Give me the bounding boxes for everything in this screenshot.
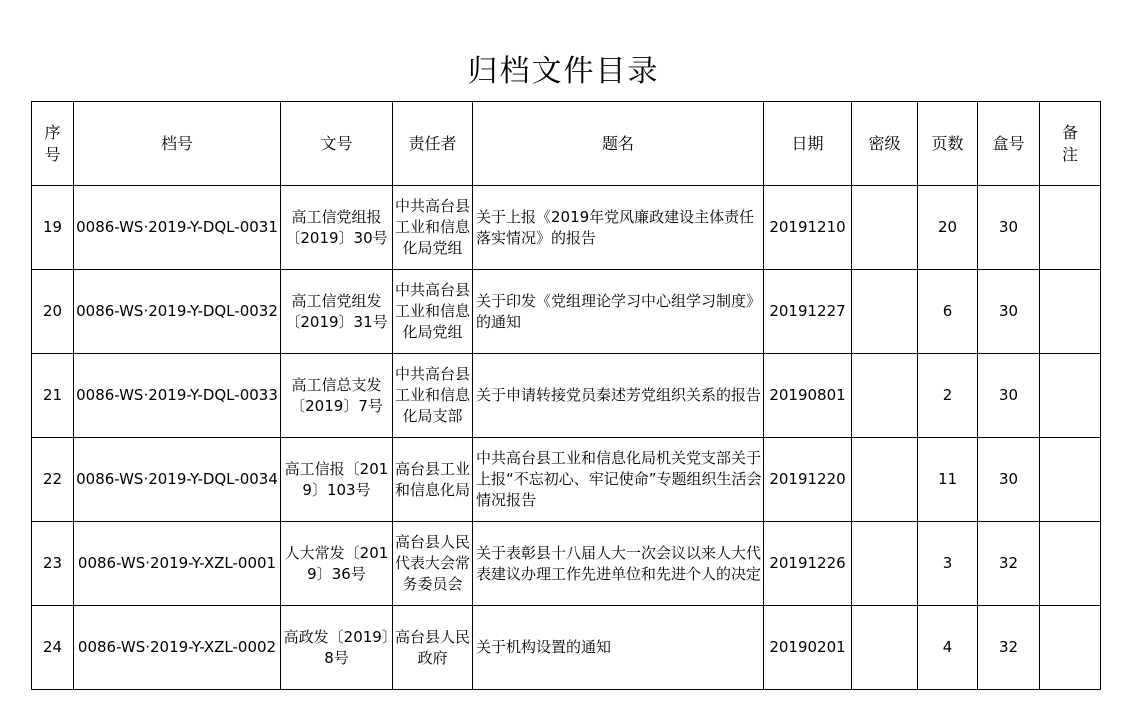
- cell-seq: 22: [32, 438, 74, 522]
- header-remarks-label: 备注: [1061, 122, 1078, 164]
- cell-subject: 关于申请转接党员秦述芳党组织关系的报告: [473, 354, 764, 438]
- header-seq: [32, 102, 74, 186]
- cell-archive-no: 0086-WS·2019-Y-DQL-0034: [74, 438, 281, 522]
- cell-box: 30: [978, 270, 1040, 354]
- cell-doc-no: 人大常发〔2019〕36号: [281, 522, 393, 606]
- cell-archive-no: 0086-WS·2019-Y-XZL-0001: [74, 522, 281, 606]
- cell-pages: 6: [918, 270, 978, 354]
- cell-responsible: 高台县人民政府: [393, 606, 473, 690]
- table-row: [32, 186, 1101, 270]
- cell-remarks: [1040, 438, 1101, 522]
- table-row: [32, 270, 1101, 354]
- header-row: [32, 102, 1101, 186]
- table-row: [32, 354, 1101, 438]
- cell-seq: 19: [32, 186, 74, 270]
- table-row: [32, 522, 1101, 606]
- cell-box: 32: [978, 606, 1040, 690]
- cell-remarks: [1040, 354, 1101, 438]
- cell-subject: 关于机构设置的通知: [473, 606, 764, 690]
- cell-security: [852, 186, 918, 270]
- cell-box: 30: [978, 354, 1040, 438]
- page-title: 归档文件目录: [467, 54, 660, 89]
- cell-remarks: [1040, 270, 1101, 354]
- cell-pages: 11: [918, 438, 978, 522]
- archive-table: [31, 101, 1101, 690]
- cell-security: [852, 354, 918, 438]
- cell-box: 30: [978, 438, 1040, 522]
- header-seq-label: 序号: [44, 122, 61, 164]
- cell-archive-no: 0086-WS·2019-Y-DQL-0033: [74, 354, 281, 438]
- header-pages: 页数: [918, 102, 978, 186]
- cell-subject: 中共高台县工业和信息化局机关党支部关于上报“不忘初心、牢记使命”专题组织生活会情况报告: [473, 438, 764, 522]
- cell-responsible: 中共高台县工业和信息化局党组: [393, 270, 473, 354]
- cell-remarks: [1040, 606, 1101, 690]
- header-date: 日期: [764, 102, 852, 186]
- cell-archive-no: 0086-WS·2019-Y-XZL-0002: [74, 606, 281, 690]
- cell-subject: 关于表彰县十八届人大一次会议以来人大代表建议办理工作先进单位和先进个人的决定: [473, 522, 764, 606]
- cell-security: [852, 522, 918, 606]
- cell-security: [852, 270, 918, 354]
- header-subject: 题名: [473, 102, 764, 186]
- cell-date: 20191210: [764, 186, 852, 270]
- cell-subject: 关于印发《党组理论学习中心组学习制度》的通知: [473, 270, 764, 354]
- cell-remarks: [1040, 522, 1101, 606]
- cell-doc-no: 高工信党组报〔2019〕30号: [281, 186, 393, 270]
- header-archive-no: 档号: [74, 102, 281, 186]
- cell-pages: 3: [918, 522, 978, 606]
- header-doc-no: 文号: [281, 102, 393, 186]
- cell-responsible: 中共高台县工业和信息化局支部: [393, 354, 473, 438]
- header-box: 盒号: [978, 102, 1040, 186]
- cell-pages: 4: [918, 606, 978, 690]
- cell-doc-no: 高工信党组发〔2019〕31号: [281, 270, 393, 354]
- cell-date: 20190801: [764, 354, 852, 438]
- cell-seq: 24: [32, 606, 74, 690]
- cell-doc-no: 高工信总支发〔2019〕7号: [281, 354, 393, 438]
- header-responsible: 责任者: [393, 102, 473, 186]
- cell-security: [852, 606, 918, 690]
- table-row: [32, 606, 1101, 690]
- cell-seq: 21: [32, 354, 74, 438]
- cell-responsible: 高台县工业和信息化局: [393, 438, 473, 522]
- cell-seq: 23: [32, 522, 74, 606]
- cell-security: [852, 438, 918, 522]
- cell-pages: 2: [918, 354, 978, 438]
- cell-date: 20190201: [764, 606, 852, 690]
- cell-responsible: 中共高台县工业和信息化局党组: [393, 186, 473, 270]
- cell-doc-no: 高政发〔2019〕8号: [281, 606, 393, 690]
- cell-date: 20191220: [764, 438, 852, 522]
- cell-pages: 20: [918, 186, 978, 270]
- cell-box: 32: [978, 522, 1040, 606]
- header-remarks: [1040, 102, 1101, 186]
- cell-responsible: 高台县人民代表大会常务委员会: [393, 522, 473, 606]
- cell-seq: 20: [32, 270, 74, 354]
- cell-remarks: [1040, 186, 1101, 270]
- cell-archive-no: 0086-WS·2019-Y-DQL-0031: [74, 186, 281, 270]
- cell-date: 20191226: [764, 522, 852, 606]
- cell-archive-no: 0086-WS·2019-Y-DQL-0032: [74, 270, 281, 354]
- cell-subject: 关于上报《2019年党风廉政建设主体责任落实情况》的报告: [473, 186, 764, 270]
- cell-date: 20191227: [764, 270, 852, 354]
- table-row: [32, 438, 1101, 522]
- cell-box: 30: [978, 186, 1040, 270]
- cell-doc-no: 高工信报〔2019〕103号: [281, 438, 393, 522]
- header-security: 密级: [852, 102, 918, 186]
